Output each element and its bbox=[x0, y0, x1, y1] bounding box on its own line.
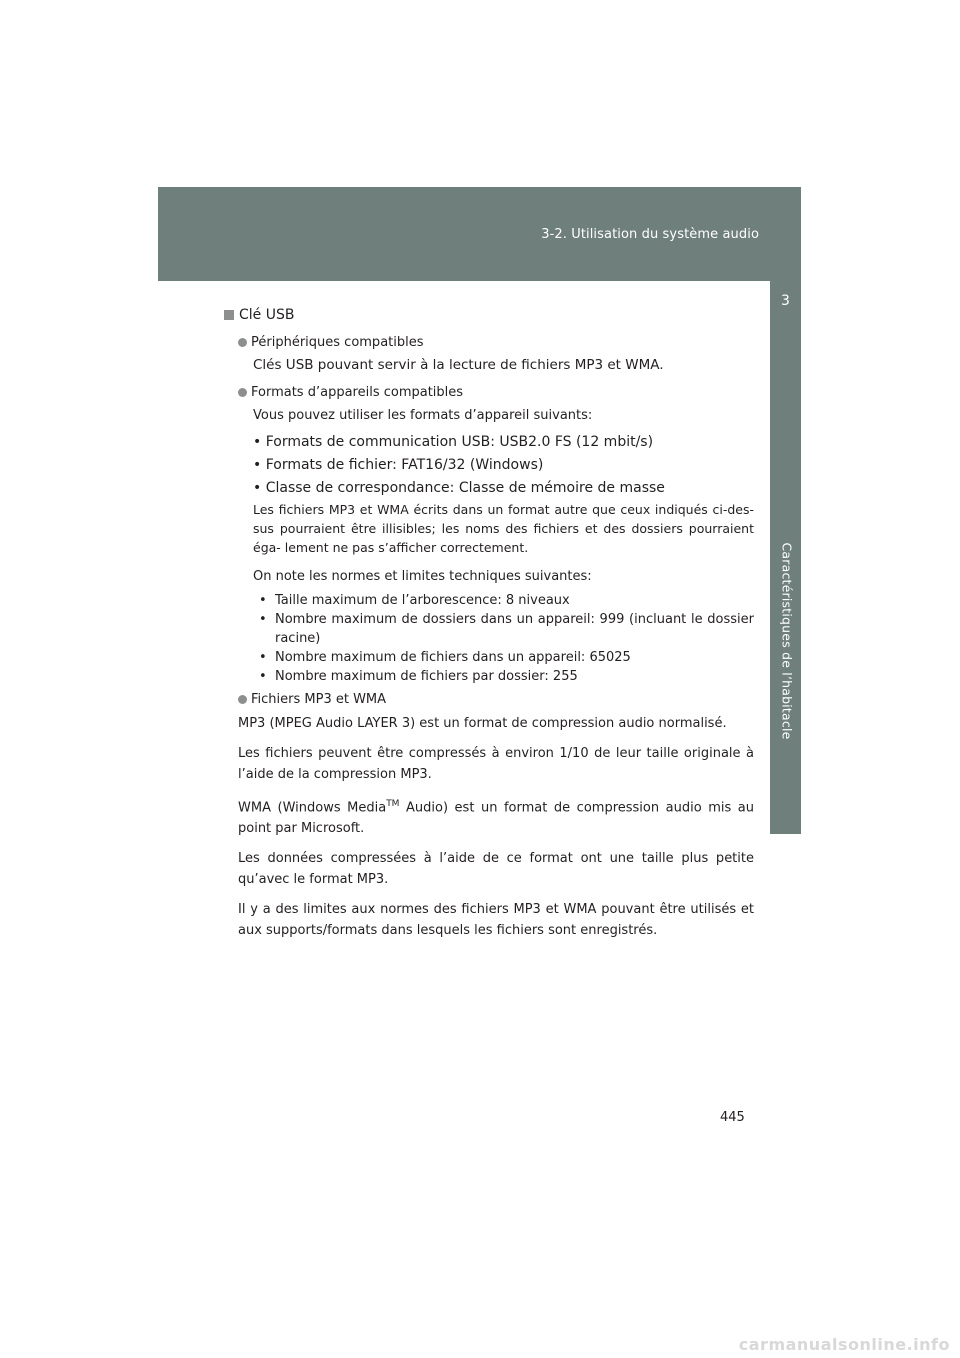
subsection-title bbox=[238, 385, 754, 400]
paragraph: Les données compressées à l’aide de ce format ont une taille plus petite qu’avec le format MP3. bbox=[238, 851, 754, 888]
section-heading bbox=[224, 307, 754, 323]
list-item: • Nombre maximum de dossiers dans un appareil: 999 (incluant le dossier racine) bbox=[253, 610, 754, 648]
chapter-number: 3 bbox=[781, 293, 790, 309]
subsection-title bbox=[238, 692, 754, 707]
wma-text: Audio) est un format de compression audio mis au point par Microsoft. bbox=[238, 800, 754, 837]
trademark-mark: TM bbox=[386, 799, 400, 809]
paragraph: MP3 (MPEG Audio LAYER 3) est un format de compression audio normalisé. bbox=[238, 716, 727, 731]
section-heading-text: Clé USB bbox=[239, 307, 295, 323]
subsection-title-text: Fichiers MP3 et WMA bbox=[251, 692, 387, 707]
chapter-label: Caractéristiques de l’habitacle bbox=[779, 542, 795, 740]
round-bullet-icon bbox=[238, 388, 247, 397]
format-item: • Classe de correspondance: Classe de mémoire de masse bbox=[253, 480, 665, 496]
list-item: • Taille maximum de l’arborescence: 8 niveaux bbox=[253, 591, 754, 610]
page-content bbox=[224, 307, 754, 950]
format-item: • Formats de communication USB: USB2.0 FS (12 mbit/s) bbox=[253, 434, 654, 450]
section-breadcrumb: 3-2. Utilisation du système audio bbox=[541, 227, 759, 242]
wma-paragraph bbox=[238, 794, 754, 839]
paragraph: On note les normes et limites techniques suivantes: bbox=[253, 569, 592, 584]
page-number: 445 bbox=[720, 1110, 745, 1125]
list-item: • Nombre maximum de fichiers dans un appareil: 65025 bbox=[253, 648, 754, 667]
watermark: carmanualsonline.info bbox=[738, 1335, 950, 1354]
paragraph: Il y a des limites aux normes des fichiers MP3 et WMA pouvant être utilisés et aux supports/formats dans lesquels les fichiers sont enregistrés. bbox=[238, 902, 754, 939]
chapter-side-tab[interactable] bbox=[770, 281, 801, 834]
square-bullet-icon bbox=[224, 310, 234, 320]
subsection-title-text: Périphériques compatibles bbox=[251, 335, 424, 350]
list-item: • Nombre maximum de fichiers par dossier: 255 bbox=[253, 667, 754, 686]
paragraph: Vous pouvez utiliser les formats d’appareil suivants: bbox=[253, 408, 593, 423]
paragraph: Les fichiers peuvent être compressés à environ 1/10 de leur taille originale à l’aide de la compression MP3. bbox=[238, 746, 754, 782]
round-bullet-icon bbox=[238, 338, 247, 347]
subsection-title bbox=[238, 335, 754, 350]
header-bar bbox=[158, 187, 801, 281]
round-bullet-icon bbox=[238, 695, 247, 704]
subsection-title-text: Formats d’appareils compatibles bbox=[251, 385, 464, 400]
note-paragraph: Les fichiers MP3 et WMA écrits dans un format autre que ceux indiqués ci-des- sus pourraient être illisibles; les noms des fichiers et des dossiers pourraient éga- lement ne pas s’afficher correctement. bbox=[253, 502, 754, 555]
wma-text: WMA (Windows Media bbox=[238, 800, 387, 816]
paragraph: Clés USB pouvant servir à la lecture de fichiers MP3 et WMA. bbox=[253, 357, 664, 373]
limits-list bbox=[253, 591, 754, 686]
format-item: • Formats de fichier: FAT16/32 (Windows) bbox=[253, 457, 544, 473]
